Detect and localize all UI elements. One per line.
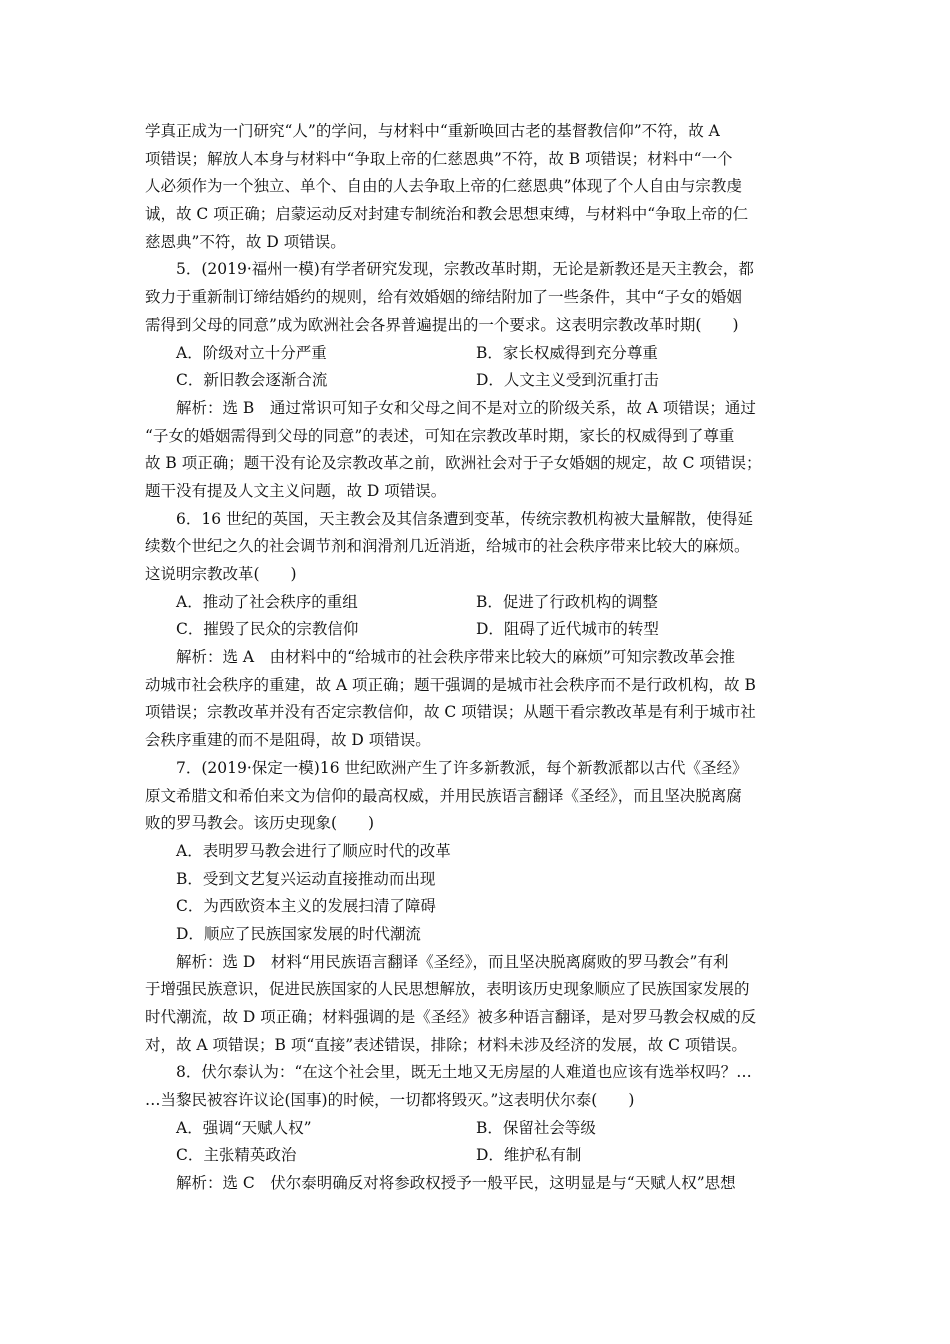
document-page — [145, 118, 810, 1198]
option-d: D．人文主义受到沉重打击 — [476, 371, 659, 390]
question-stem-line: 8．伏尔泰认为：“在这个社会里，既无土地又无房屋的人难道也应该有选举权吗？… — [176, 1063, 752, 1082]
option-b: B．保留社会等级 — [476, 1118, 596, 1137]
analysis-line: 题干没有提及人文主义问题，故 D 项错误。 — [145, 481, 447, 500]
analysis-line: 解析：选 B 通过常识可知子女和父母之间不是对立的阶级关系，故 A 项错误；通过 — [176, 398, 756, 417]
analysis-line: “子女的婚姻需得到父母的同意”的表述，可知在宗教改革时期，家长的权威得到了尊重 — [145, 426, 735, 445]
option-d: D．维护私有制 — [476, 1146, 582, 1165]
question-5 — [145, 256, 810, 505]
analysis-line: 对，故 A 项错误；B 项“直接”表述错误，排除；材料未涉及经济的发展，故 C 项错误。 — [145, 1035, 747, 1054]
option-c: C．为西欧资本主义的发展扫清了障碍 — [176, 897, 436, 916]
option-a: A．推动了社会秩序的重组 — [176, 592, 358, 611]
option-a: A．阶级对立十分严重 — [176, 343, 327, 362]
option-c: C．新旧教会逐渐合流 — [176, 371, 328, 390]
question-stem-line: 需得到父母的同意”成为欧洲社会各界普遍提出的一个要求。这表明宗教改革时期( ) — [145, 315, 739, 334]
question-stem-line: …当黎民被容许议论(国事)的时候，一切都将毁灭。”这表明伏尔泰( ) — [145, 1091, 635, 1110]
text-line: 诚，故 C 项正确；启蒙运动反对封建专制统治和教会思想束缚，与材料中“争取上帝的仁 — [145, 205, 749, 224]
question-6 — [145, 506, 810, 755]
analysis-line: 解析：选 D 材料“用民族语言翻译《圣经》，而且坚决脱离腐败的罗马教会”有利 — [176, 952, 729, 971]
option-a: A．表明罗马教会进行了顺应时代的改革 — [176, 841, 451, 860]
question-7 — [145, 755, 810, 1060]
analysis-line: 于增强民族意识，促进民族国家的人民思想解放，表明该历史现象顺应了民族国家发展的 — [145, 980, 750, 999]
option-a: A．强调“天赋人权” — [176, 1118, 312, 1137]
question-stem-line: 原文希腊文和希伯来文为信仰的最高权威，并用民族语言翻译《圣经》，而且坚决脱离腐 — [145, 786, 742, 805]
analysis-line: 时代潮流，故 D 项正确；材料强调的是《圣经》被多种语言翻译，是对罗马教会权威的反 — [145, 1008, 757, 1026]
q4-analysis — [145, 118, 810, 256]
option-row — [145, 616, 810, 644]
question-stem-line: 败的罗马教会。该历史现象( ) — [145, 814, 375, 833]
analysis-line: 故 B 项正确；题干没有论及宗教改革之前，欧洲社会对于子女婚姻的规定，故 C 项错误； — [145, 454, 762, 473]
question-stem-line: 6．16 世纪的英国，天主教会及其信条遭到变革，传统宗教机构被大量解散，使得延 — [176, 509, 754, 528]
text-line: 学真正成为一门研究“人”的学问，与材料中“重新唤回古老的基督教信仰”不符，故 A — [145, 122, 720, 140]
text-line: 项错误；解放人本身与材料中“争取上帝的仁慈恩典”不符，故 B 项错误；材料中“一个 — [145, 149, 733, 168]
question-stem-line: 5．(2019·福州一模)有学者研究发现，宗教改革时期，无论是新教还是天主教会，都 — [176, 260, 754, 279]
option-row — [145, 367, 810, 395]
option-d: D．顺应了民族国家发展的时代潮流 — [176, 924, 421, 943]
question-stem-line: 续数个世纪之久的社会调节剂和润滑剂几近消逝，给城市的社会秩序带来比较大的麻烦。 — [145, 537, 750, 556]
analysis-line: 解析：选 A 由材料中的“给城市的社会秩序带来比较大的麻烦”可知宗教改革会推 — [176, 648, 735, 667]
option-b: B．家长权威得到充分尊重 — [476, 343, 658, 362]
analysis-line: 项错误；宗教改革并没有否定宗教信仰，故 C 项错误；从题干看宗教改革是有利于城市社 — [145, 703, 756, 722]
option-row — [145, 1142, 810, 1170]
option-b: B．受到文艺复兴运动直接推动而出现 — [176, 869, 436, 888]
option-c: C．摧毁了民众的宗教信仰 — [176, 620, 359, 639]
analysis-line: 解析：选 C 伏尔泰明确反对将参政权授予一般平民，这明显是与“天赋人权”思想 — [176, 1174, 736, 1193]
option-row — [145, 340, 810, 368]
option-b: B．促进了行政机构的调整 — [476, 592, 658, 611]
text-line: 人必须作为一个独立、单个、自由的人去争取上帝的仁慈恩典”体现了个人自由与宗教虔 — [145, 177, 742, 196]
option-d: D．阻碍了近代城市的转型 — [476, 620, 659, 639]
analysis-line: 动城市社会秩序的重建，故 A 项正确；题干强调的是城市社会秩序而不是行政机构，故 B — [145, 675, 756, 694]
option-row — [145, 1115, 810, 1143]
text-line: 慈恩典”不符，故 D 项错误。 — [145, 232, 346, 251]
option-row — [145, 589, 810, 617]
question-stem-line: 致力于重新制订缔结婚约的规则，给有效婚姻的缔结附加了一些条件，其中“子女的婚姻 — [145, 288, 742, 307]
option-c: C．主张精英政治 — [176, 1146, 297, 1165]
question-8 — [145, 1059, 810, 1197]
question-stem-line: 这说明宗教改革( ) — [145, 565, 297, 583]
question-stem-line: 7．(2019·保定一模)16 世纪欧洲产生了许多新教派，每个新教派都以古代《圣经》 — [176, 758, 748, 777]
analysis-line: 会秩序重建的而不是阻碍，故 D 项错误。 — [145, 731, 431, 750]
